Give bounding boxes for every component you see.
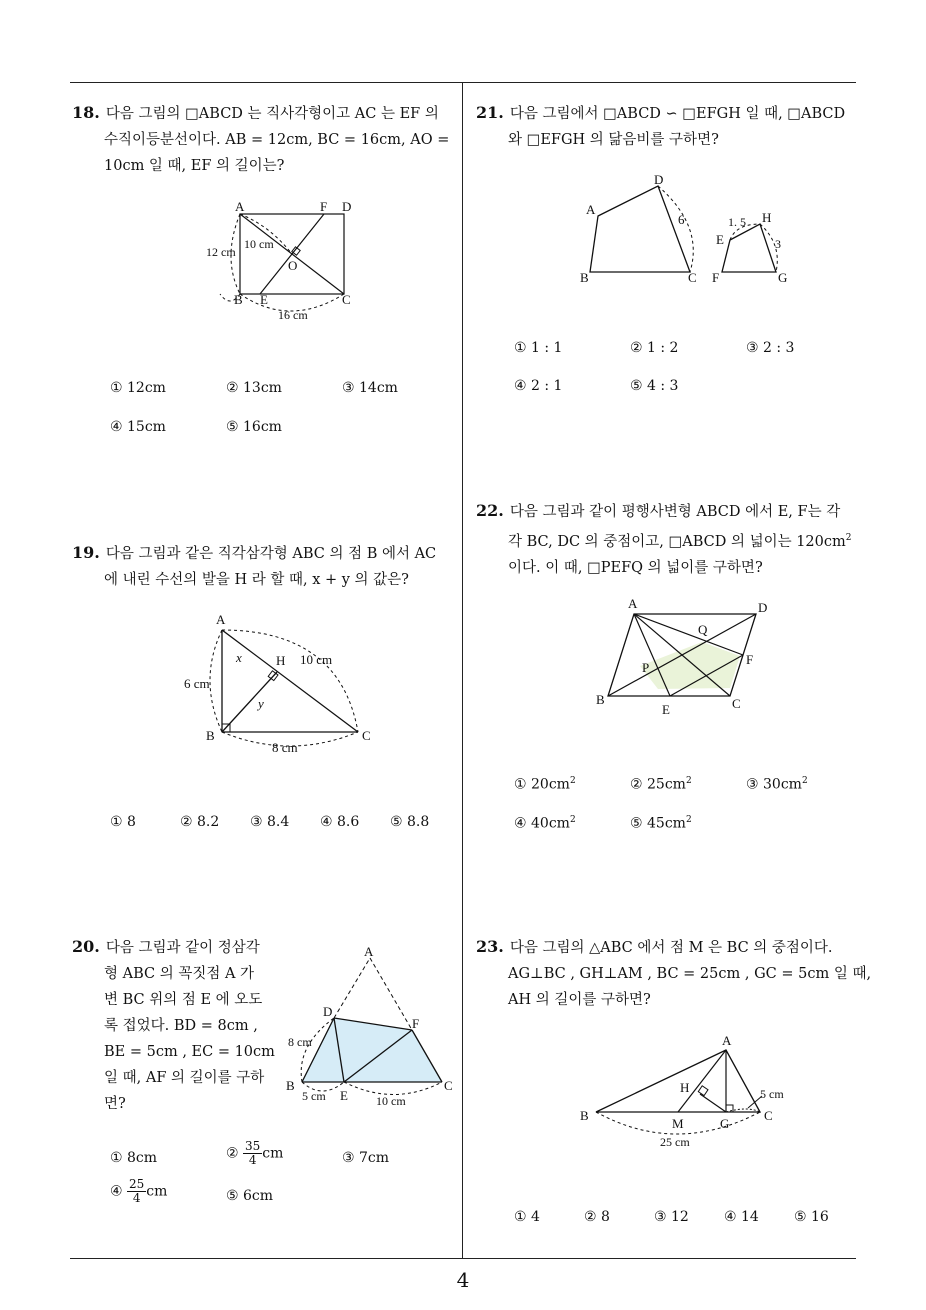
label-x: x	[236, 650, 242, 665]
figure-20	[284, 942, 464, 1112]
label-A: A	[722, 1033, 732, 1048]
option[interactable]	[514, 815, 576, 832]
label-G: G	[778, 270, 788, 285]
option[interactable]: ① 8	[110, 814, 136, 830]
option[interactable]: ④ 15cm	[110, 419, 166, 435]
label-F: F	[712, 270, 720, 285]
label-B: B	[206, 728, 215, 743]
label-P: P	[642, 660, 650, 675]
label-D: D	[323, 1004, 333, 1019]
label-E: E	[716, 232, 724, 247]
label-D: D	[654, 172, 664, 187]
superscript: 2	[569, 815, 576, 825]
option[interactable]: ① 12cm	[110, 380, 166, 396]
option[interactable]: ⑤ 6cm	[226, 1188, 274, 1204]
question-18	[72, 100, 458, 179]
label-G: G	[720, 1116, 730, 1131]
figure-18	[200, 198, 380, 328]
option[interactable]: ① 1 : 1	[514, 340, 563, 356]
question-20	[72, 934, 282, 1117]
option-text: ④ 40cm	[514, 815, 570, 832]
option[interactable]: ⑤ 8.8	[390, 814, 430, 830]
question-text-line: 각 BC, DC 의 중점이고, □ABCD 의 넓이는 120cm	[508, 533, 846, 550]
unit: cm	[262, 1145, 284, 1162]
label-F: F	[320, 199, 328, 214]
question-text-line: 10cm 일 때, EF 의 길이는?	[104, 158, 285, 174]
option[interactable]	[746, 776, 808, 793]
bottom-rule	[70, 1258, 856, 1259]
option[interactable]: ③ 14cm	[342, 380, 398, 396]
question-number: 23.	[476, 937, 504, 956]
label-H: H	[762, 210, 772, 225]
figure-19	[180, 610, 380, 760]
label-3: 3	[775, 237, 781, 251]
question-text-line: 다음 그림의 △ABC 에서 점 M 은 BC 의 중점이다.	[509, 940, 833, 956]
option[interactable]: ⑤ 16	[794, 1209, 829, 1225]
label-B: B	[596, 692, 605, 707]
label-C: C	[362, 728, 371, 743]
option-marker: ④	[110, 1183, 123, 1200]
label-B: B	[286, 1078, 295, 1093]
label-6: 6	[678, 212, 685, 227]
label-O: O	[288, 258, 298, 273]
question-text-line: 이다. 이 때, □PEFQ 의 넓이를 구하면?	[508, 559, 763, 576]
label-B: B	[580, 270, 589, 285]
label-6cm: 6 cm	[184, 676, 210, 691]
option[interactable]: ③ 7cm	[342, 1150, 390, 1166]
question-text-line: AH 의 길이를 구하면?	[508, 992, 651, 1008]
question-number: 19.	[72, 543, 100, 562]
unit: cm	[146, 1183, 168, 1200]
label-H: H	[680, 1080, 690, 1095]
label-Q: Q	[698, 622, 708, 637]
question-text-line: 와 □EFGH 의 닮음비를 구하면?	[508, 132, 719, 148]
label-A: A	[628, 596, 638, 611]
question-number: 20.	[72, 937, 100, 956]
figure-22	[590, 594, 790, 724]
question-text-line: 다음 그림과 같은 직각삼각형 ABC 의 점 B 에서 AC	[105, 546, 437, 562]
label-F: F	[412, 1016, 420, 1031]
label-5cm: 5 cm	[760, 1087, 784, 1101]
label-M: M	[672, 1116, 684, 1131]
option[interactable]: ① 8cm	[110, 1150, 158, 1166]
label-E: E	[340, 1088, 348, 1103]
label-E: E	[260, 292, 268, 307]
label-C: C	[732, 696, 741, 711]
question-text-line: 형 ABC 의 꼭짓점 A 가	[104, 966, 255, 982]
option[interactable]: ② 1 : 2	[630, 340, 679, 356]
label-H: H	[276, 653, 286, 668]
label-A: A	[364, 944, 374, 959]
option-text: ② 25cm	[630, 776, 686, 793]
question-text-line: 변 BC 위의 점 E 에 오도	[104, 992, 263, 1008]
question-text-line: 수직이등분선이다. AB = 12cm, BC = 16cm, AO =	[104, 132, 450, 148]
top-rule	[70, 82, 856, 83]
option[interactable]: ⑤ 4 : 3	[630, 378, 679, 394]
option[interactable]: ③ 8.4	[250, 814, 290, 830]
label-A: A	[586, 202, 596, 217]
figure-21	[572, 170, 802, 290]
superscript: 2	[685, 815, 692, 825]
option[interactable]: ④ 14	[724, 1209, 759, 1225]
option[interactable]: ④ 2 : 1	[514, 378, 563, 394]
question-text-line: 에 내린 수선의 발을 H 라 할 때, x + y 의 값은?	[104, 572, 409, 588]
label-C: C	[688, 270, 697, 285]
option-text: ⑤ 45cm	[630, 815, 686, 832]
label-25cm: 25 cm	[660, 1135, 690, 1149]
fraction	[243, 1140, 262, 1167]
question-text-line: AG⊥BC , GH⊥AM , BC = 25cm , GC = 5cm 일 때,	[508, 966, 872, 982]
label-B: B	[580, 1108, 589, 1123]
option[interactable]	[226, 1140, 283, 1167]
superscript: 2	[845, 533, 852, 543]
label-C: C	[342, 292, 351, 307]
question-number: 21.	[476, 103, 504, 122]
option[interactable]: ④ 8.6	[320, 814, 360, 830]
label-C: C	[444, 1078, 453, 1093]
label-E: E	[662, 702, 670, 717]
question-text-line: 면?	[104, 1096, 126, 1112]
fraction	[127, 1178, 146, 1205]
numerator: 25	[129, 1177, 145, 1191]
question-text-line: 다음 그림과 같이 정삼각	[105, 940, 260, 956]
superscript: 2	[569, 776, 576, 786]
question-text-line: 다음 그림에서 □ABCD ∽ □EFGH 일 때, □ABCD	[509, 106, 846, 122]
option-text: ① 20cm	[514, 776, 570, 793]
question-number: 18.	[72, 103, 100, 122]
option-text: ③ 30cm	[746, 776, 802, 793]
denominator: 4	[248, 1153, 257, 1167]
figure-23	[576, 1030, 806, 1160]
question-text-line: 다음 그림과 같이 평행사변형 ABCD 에서 E, F는 각	[509, 504, 841, 520]
question-text-line: 록 접었다. BD = 8cm ,	[104, 1018, 258, 1034]
option[interactable]: ② 13cm	[226, 380, 282, 396]
option[interactable]: ⑤ 16cm	[226, 419, 282, 435]
option[interactable]: ② 8	[584, 1209, 610, 1225]
option[interactable]	[630, 815, 692, 832]
option[interactable]: ② 8.2	[180, 814, 220, 830]
page-number: 4	[456, 1268, 470, 1292]
option[interactable]: ① 4	[514, 1209, 540, 1225]
option-marker: ②	[226, 1145, 239, 1162]
label-D: D	[758, 600, 768, 615]
label-A: A	[216, 612, 226, 627]
option[interactable]	[630, 776, 692, 793]
question-text-line: BE = 5cm , EC = 10cm	[104, 1044, 275, 1060]
question-text-line: 일 때, AF 의 길이를 구하	[104, 1070, 265, 1086]
label-y: y	[258, 696, 264, 711]
question-text-line: 다음 그림의 □ABCD 는 직사각형이고 AC 는 EF 의	[105, 106, 439, 122]
question-22	[476, 498, 862, 581]
numerator: 35	[245, 1139, 261, 1153]
label-10cm: 10 cm	[244, 237, 274, 251]
option[interactable]: ③ 2 : 3	[746, 340, 795, 356]
label-A: A	[235, 199, 245, 214]
label-C: C	[764, 1108, 773, 1123]
label-16cm: 16 cm	[278, 308, 308, 322]
question-23	[476, 934, 872, 1013]
label-1.5: 1. 5	[728, 215, 746, 229]
option[interactable]	[514, 776, 576, 793]
label-10cm: 10 cm	[376, 1094, 406, 1108]
question-19	[72, 540, 458, 593]
question-number: 22.	[476, 501, 504, 520]
option[interactable]	[110, 1178, 167, 1205]
denominator: 4	[132, 1191, 141, 1205]
label-5cm: 5 cm	[302, 1089, 326, 1103]
label-10cm: 10 cm	[300, 652, 333, 667]
label-12cm: 12 cm	[206, 245, 236, 259]
label-F: F	[746, 652, 754, 667]
option[interactable]: ③ 12	[654, 1209, 689, 1225]
label-8cm: 8 cm	[288, 1035, 312, 1049]
question-21	[476, 100, 862, 153]
label-8cm: 8 cm	[272, 740, 298, 755]
superscript: 2	[685, 776, 692, 786]
label-B: B	[234, 292, 243, 307]
label-D: D	[342, 199, 352, 214]
superscript: 2	[801, 776, 808, 786]
